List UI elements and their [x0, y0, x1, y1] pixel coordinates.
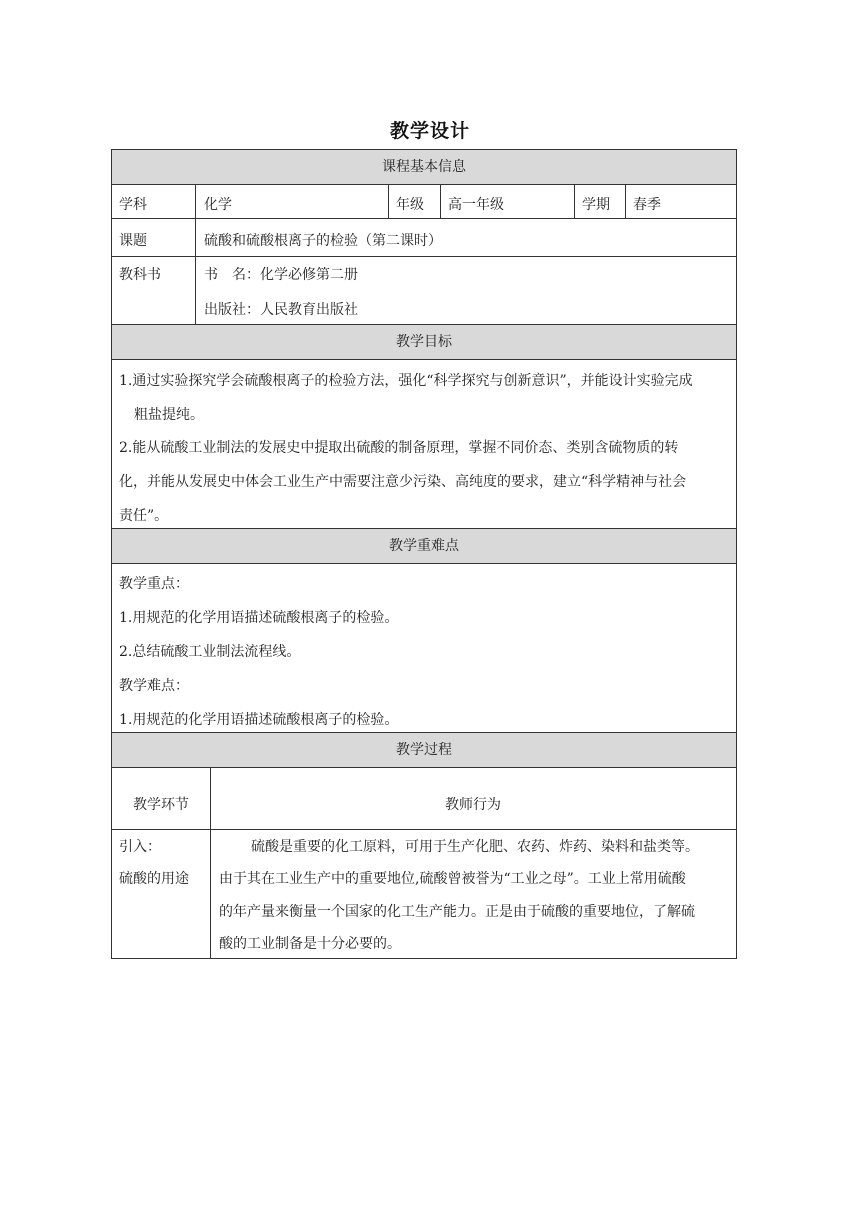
stage-line-2: 硫酸的用途: [119, 871, 189, 887]
subject-label: 学科: [119, 197, 147, 213]
difficult-points-heading: 教学难点：: [119, 678, 189, 694]
stage-column-header: 教学环节: [133, 797, 189, 813]
grade-label: 年级: [396, 197, 424, 213]
subject-value: 化学: [204, 197, 232, 213]
difficult-point-1: 1.用规范的化学用语描述硫酸根离子的检验。: [119, 712, 399, 728]
textbook-label-cell: [112, 257, 195, 324]
lesson-plan-table: [111, 149, 737, 959]
keypoints-content: [112, 564, 736, 733]
term-value: 春季: [633, 197, 661, 213]
topic-value: 硫酸和硫酸根离子的检验（第二课时）: [204, 233, 442, 249]
section-basic-info-header: [112, 150, 736, 185]
textbook-name: 书 名：化学必修第二册: [204, 267, 358, 283]
section-goals-header: [112, 325, 736, 360]
term-label-cell: [574, 185, 625, 218]
goal-1-line-2: 粗盐提纯。: [134, 407, 204, 423]
teacher-action-cell: [210, 830, 736, 958]
section-keypoints-label: 教学重难点: [389, 538, 459, 554]
topic-value-cell: [195, 219, 736, 256]
goal-1-line-1: 1.通过实验探究学会硫酸根离子的检验方法，强化“科学探究与创新意识”，并能设计实验完成: [119, 373, 693, 389]
key-points-heading: 教学重点：: [119, 576, 189, 592]
goal-2-line-2: 化，并能从发展史中体会工业生产中需要注意少污染、高纯度的要求，建立“科学精神与社会: [119, 474, 687, 490]
process-column-header-row: [112, 768, 736, 830]
topic-label: 课题: [119, 233, 147, 249]
stage-line-1: 引入：: [119, 839, 161, 855]
section-keypoints-header: [112, 529, 736, 564]
subject-label-cell: [112, 185, 195, 218]
stage-cell: [112, 830, 210, 958]
teacher-column-header: 教师行为: [445, 797, 501, 813]
textbook-label: 教科书: [119, 267, 161, 283]
term-value-cell: [625, 185, 736, 218]
goal-2-line-1: 2.能从硫酸工业制法的发展史中提取出硫酸的制备原理，掌握不同价态、类别含硫物质的转: [119, 440, 679, 456]
process-row: [112, 830, 736, 958]
section-goals-label: 教学目标: [396, 334, 452, 350]
grade-label-cell: [388, 185, 440, 218]
teacher-action-line-4: 酸的工业制备是十分必要的。: [219, 936, 401, 952]
subject-grade-term-row: [112, 185, 736, 219]
grade-value: 高一年级: [448, 197, 504, 213]
key-point-2: 2.总结硫酸工业制法流程线。: [119, 644, 301, 660]
teacher-action-line-2: 由于其在工业生产中的重要地位,硫酸曾被誉为“工业之母”。工业上常用硫酸: [219, 871, 686, 887]
subject-value-cell: [195, 185, 388, 218]
document-title: 教学设计: [389, 120, 470, 142]
grade-value-cell: [440, 185, 574, 218]
textbook-publisher: 出版社：人民教育出版社: [204, 302, 358, 318]
topic-label-cell: [112, 219, 195, 256]
goals-content: [112, 360, 736, 529]
topic-row: [112, 219, 736, 257]
teacher-action-line-1: 硫酸是重要的化工原料，可用于生产化肥、农药、炸药、染料和盐类等。: [251, 839, 699, 855]
goal-2-line-3: 责任”。: [119, 508, 169, 524]
term-label: 学期: [582, 197, 610, 213]
teacher-column-header-cell: [210, 768, 736, 829]
section-process-header: [112, 733, 736, 768]
stage-column-header-cell: [112, 768, 210, 829]
textbook-value-cell: [195, 257, 736, 324]
section-process-label: 教学过程: [396, 742, 452, 758]
textbook-row: [112, 257, 736, 325]
key-point-1: 1.用规范的化学用语描述硫酸根离子的检验。: [119, 610, 399, 626]
section-basic-info-label: 课程基本信息: [382, 159, 466, 175]
teacher-action-line-3: 的年产量来衡量一个国家的化工生产能力。正是由于硫酸的重要地位，了解硫: [219, 904, 695, 920]
